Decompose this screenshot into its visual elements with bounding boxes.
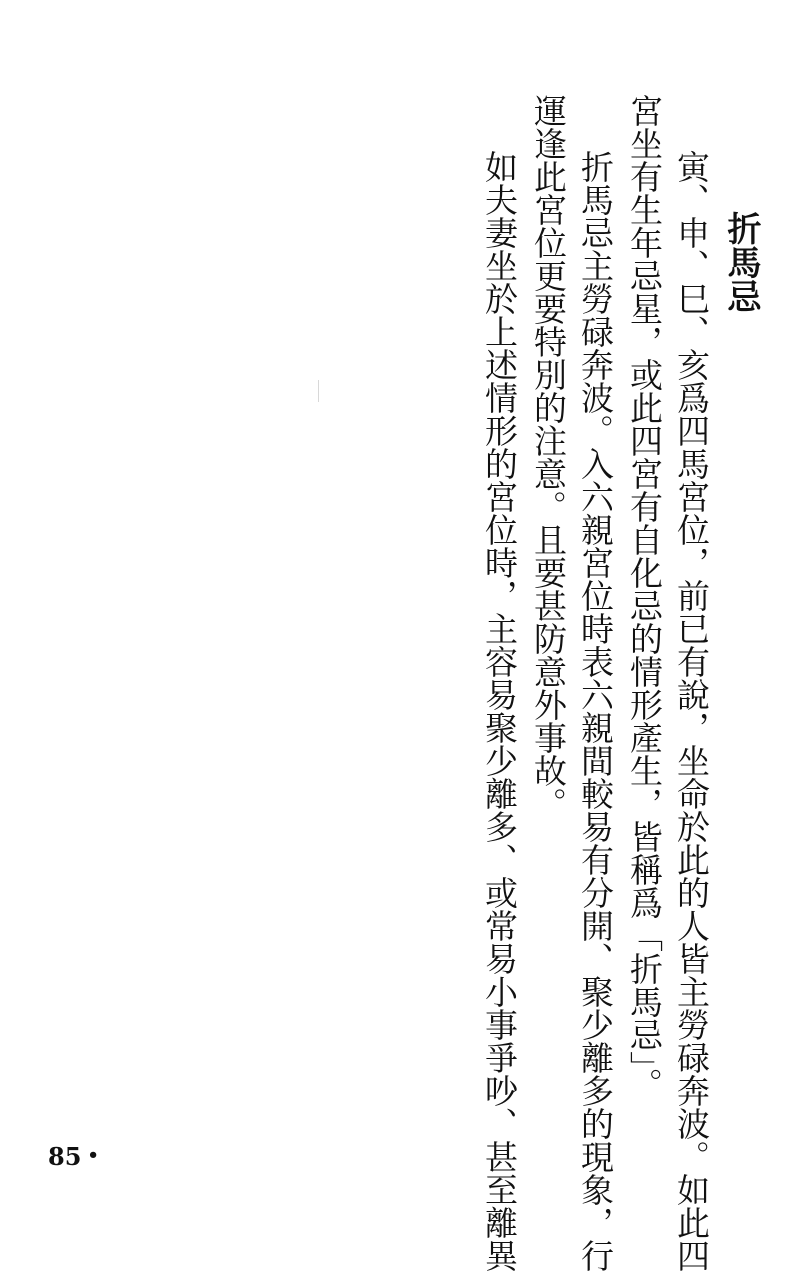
section-title: 折馬忌	[721, 211, 761, 313]
page-number: 85	[48, 1142, 82, 1171]
text-column-1: 寅、申、巳、亥爲四馬宮位，前已有說，坐命於此的人皆主勞碌奔波。如此四	[672, 150, 711, 1272]
page-number-footer	[48, 1142, 99, 1171]
scan-mark	[318, 380, 319, 402]
text-column-5: 如夫妻坐於上述情形的宮位時，主容易聚少離多、或常易小事爭吵、甚至離異	[480, 150, 519, 1272]
text-column-3: 折馬忌主勞碌奔波。入六親宮位時表六親間較易有分開、聚少離多的現象，行	[576, 150, 615, 1272]
text-column-4: 運逢此宮位更要特別的注意。且要甚防意外事故。	[529, 94, 568, 820]
page-number-dot: •	[87, 1145, 99, 1166]
text-column-2: 宮坐有生年忌星，或此四宮有自化忌的情形產生，皆稱爲「折馬忌」。	[625, 94, 664, 1101]
